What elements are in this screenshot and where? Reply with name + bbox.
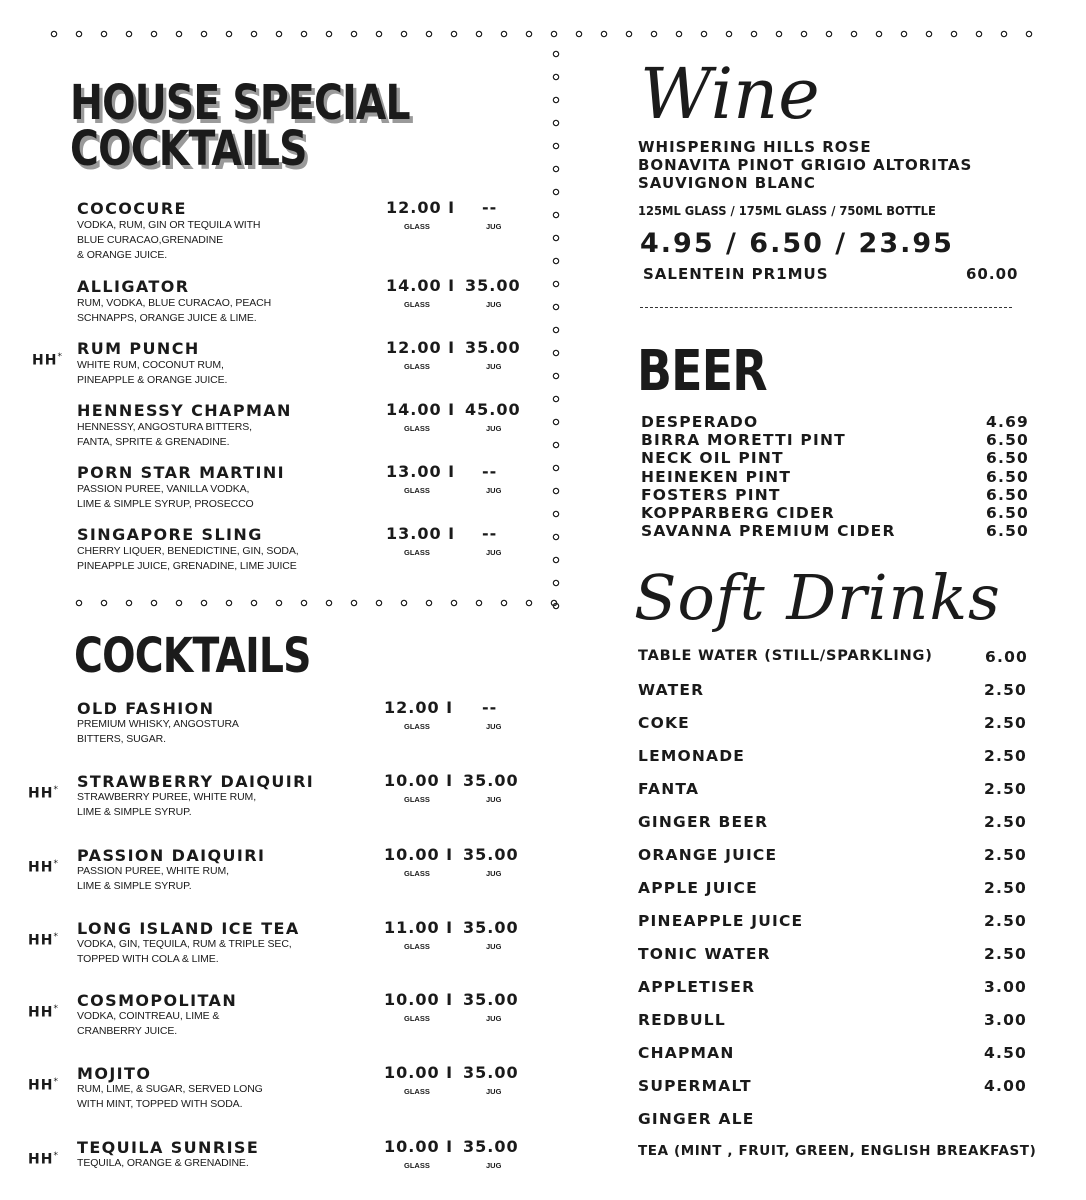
jug-price: -- <box>482 198 498 217</box>
jug-price: 45.00 <box>465 400 521 419</box>
asterisk: * <box>53 932 59 942</box>
glass-label: GLASS <box>404 424 430 433</box>
soft-drink-name: TEA (MINT , FRUIT, GREEN, ENGLISH BREAKFAST) <box>638 1143 1037 1159</box>
soft-drink-name: REDBULL <box>638 1011 726 1029</box>
jug-label: JUG <box>486 300 502 309</box>
cocktail-name: LONG ISLAND ICE TEA <box>77 919 300 938</box>
beer-name: NECK OIL PINT <box>641 449 784 468</box>
soft-drink-price: 2.50 <box>984 945 1028 963</box>
wine-line-1: WHISPERING HILLS ROSE <box>638 138 872 156</box>
glass-price: 10.00 I <box>384 990 454 1009</box>
glass-label: GLASS <box>404 362 430 371</box>
glass-label: GLASS <box>404 1014 430 1023</box>
wine-sizes: 125ML GLASS / 175ML GLASS / 750ML BOTTLE <box>638 203 936 218</box>
beer-price: 6.50 <box>986 467 1030 486</box>
soft-drink-price: 2.50 <box>984 681 1028 699</box>
soft-drink-price: 2.50 <box>984 813 1028 831</box>
happy-hour-marker <box>28 785 59 802</box>
wine-line-2: BONAVITA PINOT GRIGIO ALTORITAS <box>638 156 973 174</box>
jug-price: 35.00 <box>463 845 519 864</box>
glass-price: 14.00 I <box>386 400 456 419</box>
top-dotted-border <box>50 30 1040 38</box>
cocktail-description-line: TOPPED WITH COLA & LIME. <box>77 953 219 965</box>
house-special-title-line1: HOUSE SPECIAL <box>70 75 410 131</box>
happy-hour-label: HH <box>28 932 54 949</box>
glass-price: 12.00 I <box>384 698 454 717</box>
beer-name: HEINEKEN PINT <box>641 467 792 486</box>
happy-hour-marker <box>28 1004 59 1021</box>
jug-label: JUG <box>486 869 502 878</box>
jug-label: JUG <box>486 548 502 557</box>
glass-price: 12.00 I <box>386 338 456 357</box>
glass-price: 10.00 I <box>384 771 454 790</box>
jug-label: JUG <box>486 424 502 433</box>
wine-line-3: SAUVIGNON BLANC <box>638 174 816 192</box>
jug-price: 35.00 <box>465 276 521 295</box>
glass-price: 13.00 I <box>386 462 456 481</box>
soft-drinks-title: Soft Drinks <box>634 561 1001 634</box>
soft-drink-name: FANTA <box>638 780 700 798</box>
happy-hour-marker <box>28 932 59 949</box>
cocktail-description-line: VODKA, RUM, GIN OR TEQUILA WITH <box>77 219 261 231</box>
glass-label: GLASS <box>404 486 430 495</box>
cocktail-description-line: BLUE CURACAO,GRENADINE <box>77 234 223 246</box>
beer-price: 6.50 <box>986 449 1030 468</box>
glass-price: 10.00 I <box>384 845 454 864</box>
cocktails-title: COCKTAILS <box>74 628 311 684</box>
cocktail-description-line: TEQUILA, ORANGE & GRENADINE. <box>77 1157 249 1169</box>
happy-hour-marker <box>28 1151 59 1168</box>
cocktail-description-line: CRANBERRY JUICE. <box>77 1025 178 1037</box>
glass-label: GLASS <box>404 1087 430 1096</box>
cocktail-name: MOJITO <box>77 1064 152 1083</box>
jug-label: JUG <box>486 1161 502 1170</box>
cocktail-name: SINGAPORE SLING <box>77 525 263 544</box>
soft-drink-price: 4.00 <box>984 1077 1028 1095</box>
cocktail-description-line: RUM, VODKA, BLUE CURACAO, PEACH <box>77 297 272 309</box>
jug-label: JUG <box>486 722 502 731</box>
cocktail-description-line: VODKA, GIN, TEQUILA, RUM & TRIPLE SEC, <box>77 938 292 950</box>
soft-drink-name: GINGER ALE <box>638 1110 755 1128</box>
house-special-title-line2: COCKTAILS <box>70 121 307 177</box>
soft-drink-name: WATER <box>638 681 705 699</box>
asterisk: * <box>53 859 59 869</box>
beer-title: BEER <box>637 339 767 404</box>
soft-drink-name: LEMONADE <box>638 747 746 765</box>
cocktail-name: STRAWBERRY DAIQUIRI <box>77 772 315 791</box>
happy-hour-marker <box>28 1077 59 1094</box>
jug-price: 35.00 <box>463 990 519 1009</box>
jug-label: JUG <box>486 795 502 804</box>
glass-label: GLASS <box>404 300 430 309</box>
soft-drink-price: 2.50 <box>984 879 1028 897</box>
jug-label: JUG <box>486 222 502 231</box>
cocktail-description-line: & ORANGE JUICE. <box>77 249 168 261</box>
jug-label: JUG <box>486 942 502 951</box>
soft-drink-price: 4.50 <box>984 1044 1028 1062</box>
cocktail-description-line: PINEAPPLE JUICE, GRENADINE, LIME JUICE <box>77 560 297 572</box>
cocktail-description-line: WITH MINT, TOPPED WITH SODA. <box>77 1098 243 1110</box>
soft-drink-price: 2.50 <box>984 846 1028 864</box>
soft-drink-name: SUPERMALT <box>638 1077 752 1095</box>
happy-hour-label: HH <box>28 1077 54 1094</box>
soft-drink-name: APPLETISER <box>638 978 756 996</box>
house-special-title <box>70 75 410 177</box>
soft-drink-name: TONIC WATER <box>638 945 771 963</box>
soft-drink-name: GINGER BEER <box>638 813 769 831</box>
beer-price: 4.69 <box>986 413 1030 431</box>
cocktail-description-line: HENNESSY, ANGOSTURA BITTERS, <box>77 421 252 433</box>
wine-special-name: SALENTEIN PR1MUS <box>643 265 829 283</box>
cocktail-description-line: RUM, LIME, & SUGAR, SERVED LONG <box>77 1083 263 1095</box>
glass-label: GLASS <box>404 222 430 231</box>
soft-drink-name: COKE <box>638 714 690 732</box>
jug-label: JUG <box>486 1087 502 1096</box>
cocktail-description-line: PASSION PUREE, WHITE RUM, <box>77 865 229 877</box>
cocktail-name: OLD FASHION <box>77 699 215 718</box>
soft-drink-name: TABLE WATER (STILL/SPARKLING) <box>638 648 933 664</box>
glass-label: GLASS <box>404 548 430 557</box>
wine-divider <box>640 307 1012 308</box>
soft-drink-price: 3.00 <box>984 978 1028 996</box>
soft-drink-price: 2.50 <box>984 747 1028 765</box>
beer-price: 6.50 <box>986 504 1030 522</box>
cocktail-description-line: BITTERS, SUGAR. <box>77 733 166 745</box>
house-special-side-dotted-border <box>552 50 560 610</box>
jug-label: JUG <box>486 486 502 495</box>
cocktail-description-line: PREMIUM WHISKY, ANGOSTURA <box>77 718 239 730</box>
cocktail-name: HENNESSY CHAPMAN <box>77 401 292 420</box>
asterisk: * <box>53 1151 59 1161</box>
asterisk: * <box>53 1004 59 1014</box>
cocktail-name: TEQUILA SUNRISE <box>77 1138 260 1157</box>
cocktail-name: PASSION DAIQUIRI <box>77 846 266 865</box>
cocktail-description-line: WHITE RUM, COCONUT RUM, <box>77 359 224 371</box>
cocktail-description-line: VODKA, COINTREAU, LIME & <box>77 1010 220 1022</box>
glass-price: 14.00 I <box>386 276 456 295</box>
wine-special-price: 60.00 <box>966 265 1019 283</box>
happy-hour-label: HH <box>28 1151 54 1168</box>
jug-label: JUG <box>486 1014 502 1023</box>
glass-price: 10.00 I <box>384 1137 454 1156</box>
asterisk: * <box>57 352 63 362</box>
glass-price: 13.00 I <box>386 524 456 543</box>
cocktail-description-line: LIME & SIMPLE SYRUP. <box>77 880 192 892</box>
happy-hour-label: HH <box>32 352 58 369</box>
happy-hour-label: HH <box>28 859 54 876</box>
asterisk: * <box>53 785 59 795</box>
beer-price: 6.50 <box>986 522 1030 541</box>
house-special-bottom-dotted-border <box>75 599 565 607</box>
wine-title: Wine <box>640 53 820 135</box>
glass-label: GLASS <box>404 722 430 731</box>
soft-drink-price: 3.00 <box>984 1011 1028 1029</box>
soft-drink-price: 2.50 <box>984 714 1028 732</box>
jug-price: -- <box>482 462 498 481</box>
cocktail-name: PORN STAR MARTINI <box>77 463 285 482</box>
cocktail-name: ALLIGATOR <box>77 277 190 296</box>
beer-name: FOSTERS PINT <box>641 485 781 504</box>
glass-label: GLASS <box>404 942 430 951</box>
jug-price: -- <box>482 524 498 543</box>
jug-price: 35.00 <box>465 338 521 357</box>
jug-price: -- <box>482 698 498 717</box>
cocktail-name: RUM PUNCH <box>77 339 200 358</box>
soft-drink-name: APPLE JUICE <box>638 879 758 897</box>
happy-hour-label: HH <box>28 785 54 802</box>
happy-hour-label: HH <box>28 1004 54 1021</box>
cocktail-description-line: STRAWBERRY PUREE, WHITE RUM, <box>77 791 257 803</box>
cocktail-description-line: FANTA, SPRITE & GRENADINE. <box>77 436 230 448</box>
jug-price: 35.00 <box>463 771 519 790</box>
happy-hour-marker <box>28 859 59 876</box>
cocktail-description-line: CHERRY LIQUER, BENEDICTINE, GIN, SODA, <box>77 545 299 557</box>
cocktail-name: COCOCURE <box>77 199 187 218</box>
soft-drink-price: 2.50 <box>984 912 1028 930</box>
jug-price: 35.00 <box>463 918 519 937</box>
glass-price: 11.00 I <box>384 918 454 937</box>
glass-price: 10.00 I <box>384 1063 454 1082</box>
beer-name: BIRRA MORETTI PINT <box>641 431 846 450</box>
cocktail-description-line: PINEAPPLE & ORANGE JUICE. <box>77 374 228 386</box>
cocktail-description-line: LIME & SIMPLE SYRUP. <box>77 806 192 818</box>
soft-drink-price: 2.50 <box>984 780 1028 798</box>
beer-name: SAVANNA PREMIUM CIDER <box>641 522 896 541</box>
beer-name: DESPERADO <box>641 413 759 431</box>
happy-hour-marker <box>32 352 63 369</box>
glass-price: 12.00 I <box>386 198 456 217</box>
jug-price: 35.00 <box>463 1063 519 1082</box>
cocktail-description-line: PASSION PUREE, VANILLA VODKA, <box>77 483 250 495</box>
beer-name: KOPPARBERG CIDER <box>641 504 835 522</box>
glass-label: GLASS <box>404 1161 430 1170</box>
glass-label: GLASS <box>404 795 430 804</box>
soft-drink-name: CHAPMAN <box>638 1044 735 1062</box>
jug-label: JUG <box>486 362 502 371</box>
jug-price: 35.00 <box>463 1137 519 1156</box>
asterisk: * <box>53 1077 59 1087</box>
glass-label: GLASS <box>404 869 430 878</box>
beer-price: 6.50 <box>986 485 1030 504</box>
beer-price: 6.50 <box>986 431 1030 450</box>
cocktail-description-line: LIME & SIMPLE SYRUP, PROSECCO <box>77 498 254 510</box>
soft-drink-name: ORANGE JUICE <box>638 846 778 864</box>
cocktail-name: COSMOPOLITAN <box>77 991 238 1010</box>
cocktail-description-line: SCHNAPPS, ORANGE JUICE & LIME. <box>77 312 257 324</box>
soft-drink-name: PINEAPPLE JUICE <box>638 912 804 930</box>
soft-drink-price: 6.00 <box>985 648 1029 666</box>
wine-prices: 4.95 / 6.50 / 23.95 <box>640 228 954 259</box>
